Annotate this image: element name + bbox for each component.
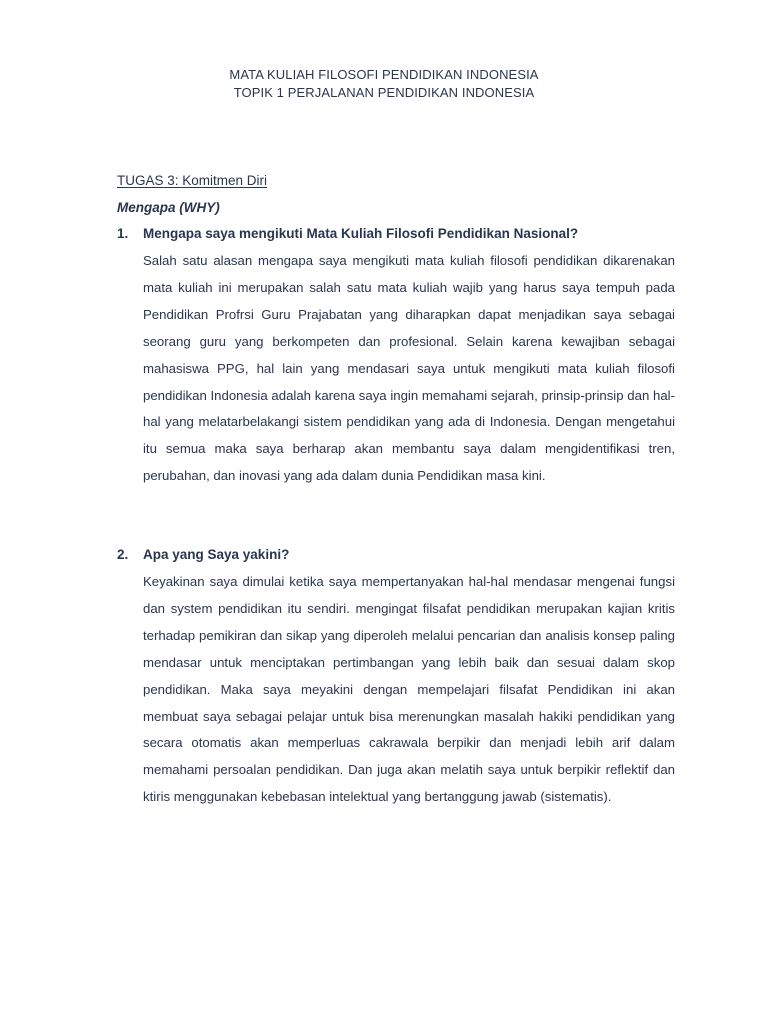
answer-1: Salah satu alasan mengapa saya mengikuti mata kuliah filosofi pendidikan dikarenakan mata kuliah ini merupakan salah satu mata kuliah wajib yang harus saya tempuh pada Pendidikan Profrsi Guru Prajabatan yang diharapkan dapat menjadikan saya sebagai seorang guru yang berkompeten dan profesional. Selain karena kewajiban sebagai mahasiswa PPG, hal lain yang mendasari saya untuk mengikuti mata kuliah filosofi pendidikan Indonesia adalah karena saya ingin memahami sejarah, prinsip-prinsip dan hal-hal yang melatarbelakangi sistem pendidikan yang ada di Indonesia. Dengan mengetahui itu semua maka saya berharap akan membantu saya dalam mengidentifikasi tren, perubahan, dan inovasi yang ada dalam dunia Pendidikan masa kini.: [143, 253, 675, 484]
section-heading: Mengapa (WHY): [117, 200, 220, 215]
question-2-number: 2.: [117, 547, 129, 562]
title-line-1: MATA KULIAH FILOSOFI PENDIDIKAN INDONESIA: [229, 67, 539, 82]
task-heading: TUGAS 3: Komitmen Diri: [117, 173, 268, 188]
question-2: [117, 547, 677, 562]
title-line-2: TOPIK 1 PERJALANAN PENDIDIKAN INDONESIA: [233, 85, 535, 100]
answer-2: Keyakinan saya dimulai ketika saya mempertanyakan hal-hal mendasar mengenai fungsi dan system pendidikan itu sendiri. mengingat filsafat pendidikan merupakan kajian kritis terhadap pemikiran dan sikap yang diperoleh melalui pencarian dan analisis konsep paling mendasar untuk menciptakan pertimbangan yang lebih baik dan sesuai dalam skop pendidikan. Maka saya meyakini dengan mempelajari filsafat Pendidikan ini akan membuat saya sebagai pelajar untuk bisa merenungkan masalah hakiki pendidikan yang secara otomatis akan memperluas cakrawala berpikir dan menjadi lebih arif dalam memahami persoalan pendidikan. Dan juga akan melatih saya untuk berpikir reflektif dan ktiris menggunakan kebebasan intelektual yang bertanggung jawab (sistematis).: [143, 574, 675, 805]
document-title: [0, 66, 768, 102]
question-1: [117, 226, 677, 241]
question-1-number: 1.: [117, 226, 129, 241]
question-2-text: Apa yang Saya yakini?: [143, 547, 290, 562]
question-1-text: Mengapa saya mengikuti Mata Kuliah Filosofi Pendidikan Nasional?: [143, 226, 579, 241]
